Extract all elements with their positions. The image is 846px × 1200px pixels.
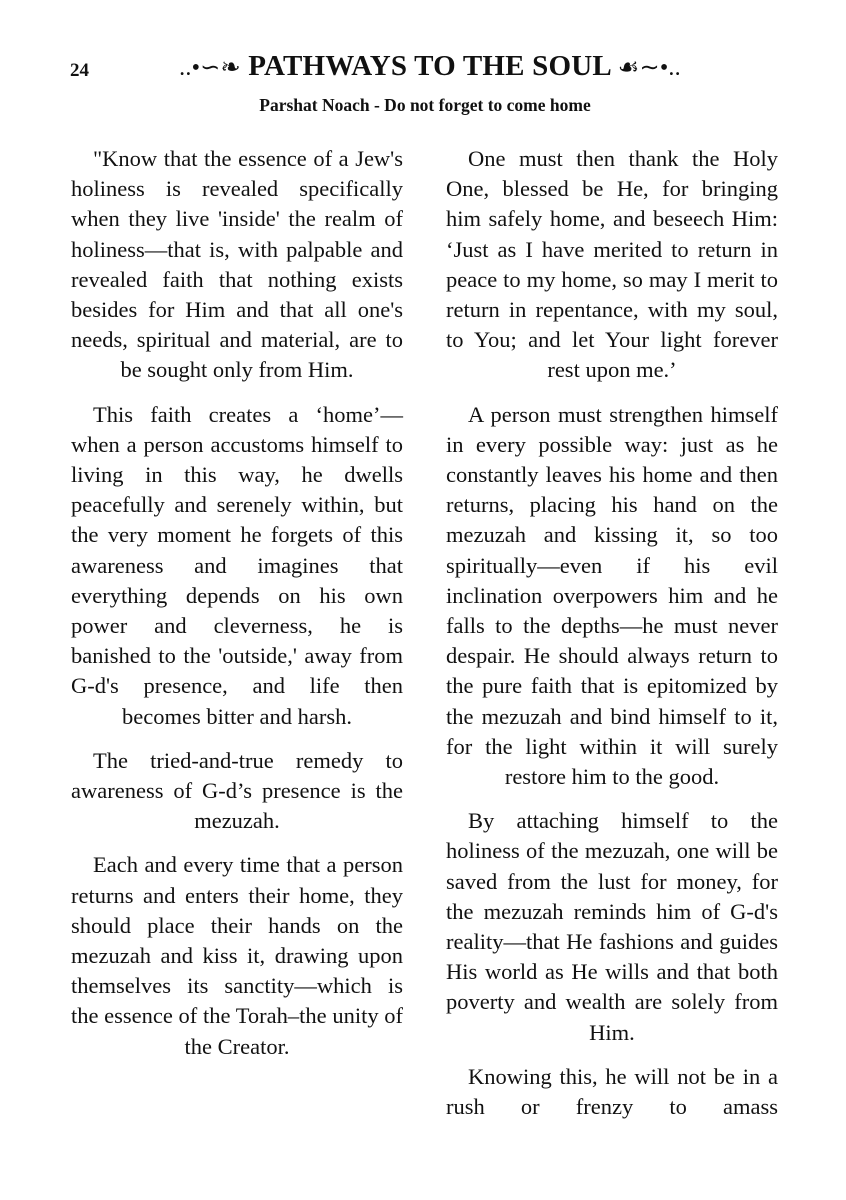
right-column xyxy=(446,144,778,1136)
paragraph: One must then thank the Holy One, blessed be He, for bringing him safely home, and beseech Him: ‘Just as I have merited to return in peace to my home, so may I merit to return in repentance, with my soul, to You; and let Your light forever rest upon me.’ xyxy=(446,146,778,383)
paragraph: Knowing this, he will not be in a rush or frenzy to amass xyxy=(446,1063,778,1120)
running-title xyxy=(130,50,730,83)
chapter-subtitle: Parshat Noach - Do not forget to come home xyxy=(259,95,591,115)
paragraph: The tried-and-true remedy to awareness of G-d’s presence is the mezuzah. xyxy=(71,747,403,834)
paragraph: By attaching himself to the holiness of the mezuzah, one will be saved from the lust for money, for the mezuzah reminds him of G-d's reality—that He fashions and guides His world as He wills and that both poverty and wealth are solely from Him. xyxy=(446,808,778,1045)
left-column xyxy=(71,144,403,1076)
ornament-right-icon: ☙∼•.. xyxy=(617,55,681,81)
page-number: 24 xyxy=(70,60,89,81)
book-title: PATHWAYS TO THE SOUL xyxy=(248,50,611,82)
paragraph: Each and every time that a person returns and enters their home, they should place their hands on the mezuzah and kiss it, drawing upon themselves its sanctity—which is the essence of the Torah–the unity of the Creator. xyxy=(71,852,403,1059)
paragraph: "Know that the essence of a Jew's holiness is revealed specifically when they live 'inside' the realm of holiness—that is, with palpable and revealed faith that nothing exists besides for Him and that all one's needs, spiritual and material, are to be sought only from Him. xyxy=(71,146,403,383)
ornament-left-icon: ..•∽❧ xyxy=(179,55,241,81)
paragraph: This faith creates a ‘home’—when a person accustoms himself to living in this way, he dwells peacefully and serenely within, but the very moment he forgets of this awareness and imagines that everything depends on his own power and cleverness, he is banished to the 'outside,' away from G-d's presence, and life then becomes bitter and harsh. xyxy=(71,401,403,729)
paragraph: A person must strengthen himself in every possible way: just as he constantly leaves his home and then returns, placing his hand on the mezuzah and kissing it, so too spiritually—even if his evil inclination overpowers him and he falls to the depths—he must never despair. He should always return to the pure faith that is epitomized by the mezuzah and bind himself to it, for the light within it will surely restore him to the good. xyxy=(446,401,778,790)
